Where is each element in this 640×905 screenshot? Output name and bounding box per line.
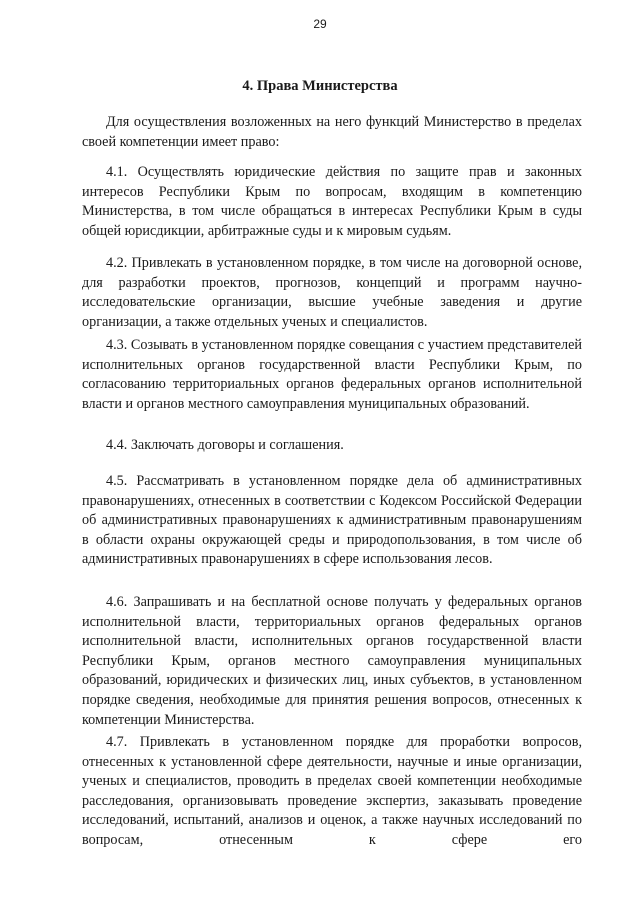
section-title: 4. Права Министерства	[242, 78, 398, 94]
paragraph-4-4: 4.4. Заключать договоры и соглашения.	[106, 437, 344, 453]
paragraph-4-5: 4.5. Рассматривать в установленном порядке дела об административных правонарушениях, отнесенных в соответствии с Кодексом Российской Федерации об административных правонарушениях к административным правонарушениям в области охраны окружающей среды и природопользования, в том числе об административных правонарушениях в сфере использования лесов.	[82, 473, 582, 568]
paragraph-4-7: 4.7. Привлекать в установленном порядке для проработки вопросов, отнесенных к установленной сфере деятельности, научные и иные организации, ученых и специалистов, проводить в пределах своей компетенции необходимые расследования, организовывать проведение экспертиз, заказывать проведение исследований, испытаний, анализов и оценок, а также научных исследований по вопросам, отнесенным к сфере его	[82, 734, 582, 848]
page-number: 29	[313, 17, 327, 31]
paragraph-4-6: 4.6. Запрашивать и на бесплатной основе получать у федеральных органов исполнительной власти, территориальных органов федеральных органов исполнительной власти, исполнительных органов государственной власти Республики Крым, органов местного самоуправления муниципальных образований, юридических и физических лиц, иных субъектов, в установленном порядке сведения, необходимые для принятия решения вопросов, отнесенных к компетенции Министерства.	[82, 594, 582, 728]
paragraph-4-2: 4.2. Привлекать в установленном порядке, в том числе на договорной основе, для разработки проектов, прогнозов, концепций и программ научно-исследовательские организации, высшие учебные заведения и другие организации, а также отдельных ученых и специалистов.	[82, 255, 582, 330]
paragraph-4-1: 4.1. Осуществлять юридические действия по защите прав и законных интересов Республики Крым по вопросам, входящим в компетенцию Министерства, в том числе обращаться в интересах Республики Крым в суды общей юрисдикции, арбитражные суды и к мировым судьям.	[82, 164, 582, 239]
paragraph-intro: Для осуществления возложенных на него функций Министерство в пределах своей компетенции имеет право:	[82, 114, 582, 150]
paragraph-4-3: 4.3. Созывать в установленном порядке совещания с участием представителей исполнительных органов государственной власти Республики Крым, по согласованию территориальных органов федеральных органов исполнительной власти и органов местного самоуправления муниципальных образований.	[82, 337, 582, 412]
